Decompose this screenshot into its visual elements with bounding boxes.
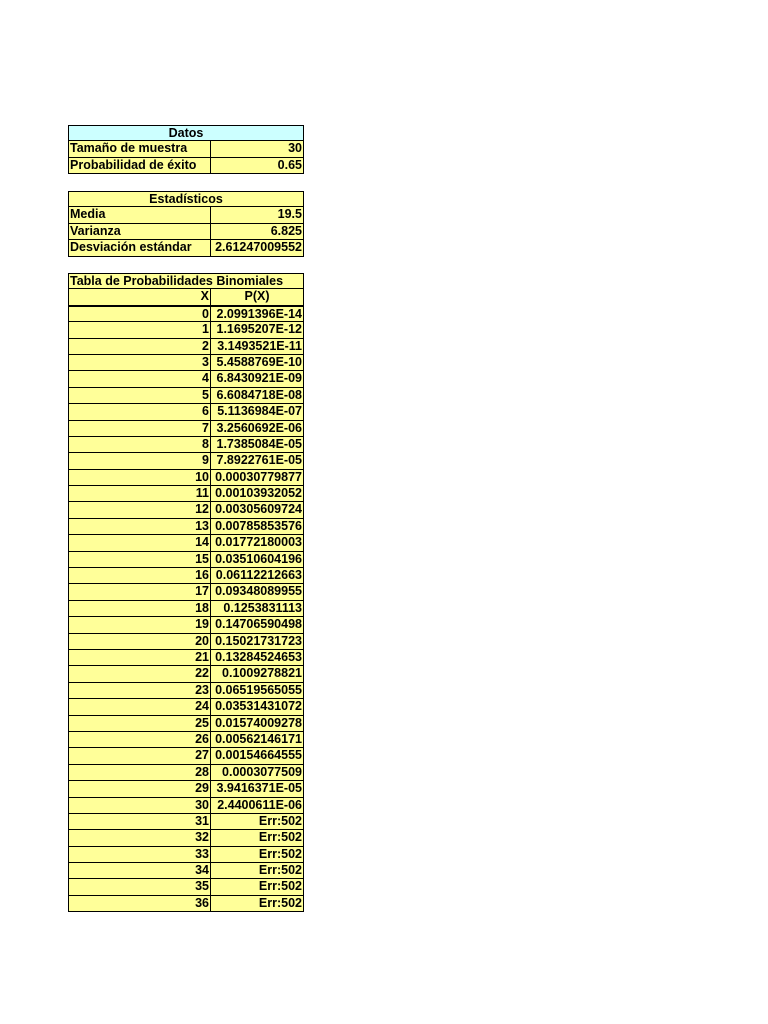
table-row bbox=[68, 584, 304, 600]
px-cell[interactable]: 0.13284524653 bbox=[210, 649, 304, 666]
table-row bbox=[68, 470, 304, 486]
table-row bbox=[68, 535, 304, 551]
x-cell[interactable]: 25 bbox=[68, 715, 211, 732]
table-row bbox=[68, 830, 304, 846]
x-cell[interactable]: 35 bbox=[68, 878, 211, 895]
x-cell[interactable]: 11 bbox=[68, 485, 211, 502]
desviacion-label[interactable]: Desviación estándar bbox=[68, 239, 211, 256]
table-row bbox=[68, 814, 304, 830]
x-cell[interactable]: 16 bbox=[68, 567, 211, 584]
table-row bbox=[68, 601, 304, 617]
x-cell[interactable]: 14 bbox=[68, 534, 211, 551]
table-row bbox=[68, 847, 304, 863]
x-cell[interactable]: 26 bbox=[68, 731, 211, 748]
x-cell[interactable]: 28 bbox=[68, 764, 211, 781]
x-cell[interactable]: 30 bbox=[68, 797, 211, 814]
prob-column-header-row bbox=[68, 289, 304, 305]
px-cell[interactable]: 2.0991396E-14 bbox=[210, 306, 304, 322]
table-row bbox=[68, 437, 304, 453]
x-cell[interactable]: 7 bbox=[68, 420, 211, 437]
table-row bbox=[68, 879, 304, 895]
px-cell[interactable]: 0.03510604196 bbox=[210, 551, 304, 568]
x-cell[interactable]: 13 bbox=[68, 518, 211, 535]
x-cell[interactable]: 21 bbox=[68, 649, 211, 666]
table-row bbox=[68, 765, 304, 781]
table-row bbox=[68, 781, 304, 797]
datos-header-row bbox=[68, 125, 304, 141]
estadisticos-row-varianza bbox=[68, 224, 304, 240]
px-cell[interactable]: Err:502 bbox=[210, 862, 304, 879]
desviacion-value[interactable]: 2.61247009552 bbox=[210, 239, 304, 256]
prob-title-row bbox=[68, 273, 304, 289]
x-cell[interactable]: 6 bbox=[68, 403, 211, 420]
estadisticos-title[interactable]: Estadísticos bbox=[68, 191, 304, 207]
varianza-value[interactable]: 6.825 bbox=[210, 223, 304, 240]
table-row bbox=[68, 617, 304, 633]
x-cell[interactable]: 4 bbox=[68, 370, 211, 387]
binomial-probability-table bbox=[68, 273, 304, 912]
table-row bbox=[68, 552, 304, 568]
x-cell[interactable]: 5 bbox=[68, 387, 211, 404]
table-row bbox=[68, 863, 304, 879]
x-cell[interactable]: 34 bbox=[68, 862, 211, 879]
table-row bbox=[68, 666, 304, 682]
varianza-label[interactable]: Varianza bbox=[68, 223, 211, 240]
media-label[interactable]: Media bbox=[68, 206, 211, 223]
x-cell[interactable]: 17 bbox=[68, 583, 211, 600]
datos-row-success-prob bbox=[68, 158, 304, 174]
x-cell[interactable]: 19 bbox=[68, 616, 211, 633]
table-row bbox=[68, 355, 304, 371]
x-cell[interactable]: 9 bbox=[68, 452, 211, 469]
table-row bbox=[68, 634, 304, 650]
px-cell[interactable]: 0.14706590498 bbox=[210, 616, 304, 633]
estadisticos-row-media bbox=[68, 207, 304, 223]
px-cell[interactable]: 3.1493521E-11 bbox=[210, 338, 304, 355]
px-cell[interactable]: 0.15021731723 bbox=[210, 633, 304, 650]
px-cell[interactable]: 0.1009278821 bbox=[210, 665, 304, 682]
px-cell[interactable]: 3.2560692E-06 bbox=[210, 420, 304, 437]
success-prob-label[interactable]: Probabilidad de éxito bbox=[68, 157, 211, 174]
px-cell[interactable]: 0.00785853576 bbox=[210, 518, 304, 535]
table-row bbox=[68, 748, 304, 764]
x-cell[interactable]: 18 bbox=[68, 600, 211, 617]
px-cell[interactable]: 0.1253831113 bbox=[210, 600, 304, 617]
px-cell[interactable]: 0.00562146171 bbox=[210, 731, 304, 748]
sample-size-value[interactable]: 30 bbox=[210, 140, 304, 157]
px-cell[interactable]: Err:502 bbox=[210, 895, 304, 912]
px-cell[interactable]: 0.09348089955 bbox=[210, 583, 304, 600]
x-cell[interactable]: 10 bbox=[68, 469, 211, 486]
x-cell[interactable]: 36 bbox=[68, 895, 211, 912]
px-cell[interactable]: 3.9416371E-05 bbox=[210, 780, 304, 797]
px-cell[interactable]: Err:502 bbox=[210, 846, 304, 863]
px-cell[interactable]: 5.1136984E-07 bbox=[210, 403, 304, 420]
table-row bbox=[68, 339, 304, 355]
estadisticos-row-desviacion bbox=[68, 240, 304, 256]
x-cell[interactable]: 0 bbox=[68, 306, 211, 322]
x-cell[interactable]: 32 bbox=[68, 829, 211, 846]
table-row bbox=[68, 519, 304, 535]
table-row bbox=[68, 306, 304, 322]
x-cell[interactable]: 2 bbox=[68, 338, 211, 355]
datos-table bbox=[68, 125, 304, 174]
x-cell[interactable]: 27 bbox=[68, 747, 211, 764]
table-row bbox=[68, 421, 304, 437]
px-cell[interactable]: 6.6084718E-08 bbox=[210, 387, 304, 404]
table-row bbox=[68, 388, 304, 404]
table-row bbox=[68, 798, 304, 814]
table-row bbox=[68, 502, 304, 518]
px-cell[interactable]: Err:502 bbox=[210, 829, 304, 846]
table-row bbox=[68, 699, 304, 715]
column-header-x[interactable]: X bbox=[68, 288, 211, 305]
x-cell[interactable]: 33 bbox=[68, 846, 211, 863]
px-cell[interactable]: 5.4588769E-10 bbox=[210, 354, 304, 371]
media-value[interactable]: 19.5 bbox=[210, 206, 304, 223]
estadisticos-table bbox=[68, 191, 304, 257]
table-row bbox=[68, 896, 304, 912]
x-cell[interactable]: 29 bbox=[68, 780, 211, 797]
table-row bbox=[68, 683, 304, 699]
px-cell[interactable]: Err:502 bbox=[210, 813, 304, 830]
px-cell[interactable]: Err:502 bbox=[210, 878, 304, 895]
x-cell[interactable]: 8 bbox=[68, 436, 211, 453]
x-cell[interactable]: 22 bbox=[68, 665, 211, 682]
px-cell[interactable]: 0.06519565055 bbox=[210, 682, 304, 699]
px-cell[interactable]: 7.8922761E-05 bbox=[210, 452, 304, 469]
x-cell[interactable]: 1 bbox=[68, 321, 211, 338]
prob-rows-container bbox=[68, 306, 304, 912]
px-cell[interactable]: 1.7385084E-05 bbox=[210, 436, 304, 453]
px-cell[interactable]: 0.00305609724 bbox=[210, 501, 304, 518]
x-cell[interactable]: 24 bbox=[68, 698, 211, 715]
table-row bbox=[68, 732, 304, 748]
x-cell[interactable]: 31 bbox=[68, 813, 211, 830]
px-cell[interactable]: 1.1695207E-12 bbox=[210, 321, 304, 338]
px-cell[interactable]: 0.01574009278 bbox=[210, 715, 304, 732]
x-cell[interactable]: 15 bbox=[68, 551, 211, 568]
x-cell[interactable]: 12 bbox=[68, 501, 211, 518]
column-header-px[interactable]: P(X) bbox=[210, 288, 304, 305]
table-row bbox=[68, 716, 304, 732]
table-row bbox=[68, 568, 304, 584]
px-cell[interactable]: 0.00154664555 bbox=[210, 747, 304, 764]
table-row bbox=[68, 371, 304, 387]
table-row bbox=[68, 322, 304, 338]
sample-size-label[interactable]: Tamaño de muestra bbox=[68, 140, 211, 157]
px-cell[interactable]: 0.01772180003 bbox=[210, 534, 304, 551]
table-row bbox=[68, 650, 304, 666]
px-cell[interactable]: 6.8430921E-09 bbox=[210, 370, 304, 387]
datos-row-sample-size bbox=[68, 141, 304, 157]
px-cell[interactable]: 0.06112212663 bbox=[210, 567, 304, 584]
px-cell[interactable]: 2.4400611E-06 bbox=[210, 797, 304, 814]
estadisticos-header-row bbox=[68, 191, 304, 207]
x-cell[interactable]: 20 bbox=[68, 633, 211, 650]
success-prob-value[interactable]: 0.65 bbox=[210, 157, 304, 174]
px-cell[interactable]: 0.00030779877 bbox=[210, 469, 304, 486]
table-row bbox=[68, 453, 304, 469]
x-cell[interactable]: 3 bbox=[68, 354, 211, 371]
px-cell[interactable]: 0.00103932052 bbox=[210, 485, 304, 502]
table-row bbox=[68, 404, 304, 420]
prob-table-title[interactable]: Tabla de Probabilidades Binomiales bbox=[68, 273, 304, 289]
px-cell[interactable]: 0.03531431072 bbox=[210, 698, 304, 715]
x-cell[interactable]: 23 bbox=[68, 682, 211, 699]
px-cell[interactable]: 0.0003077509 bbox=[210, 764, 304, 781]
datos-title[interactable]: Datos bbox=[68, 125, 304, 141]
table-row bbox=[68, 486, 304, 502]
